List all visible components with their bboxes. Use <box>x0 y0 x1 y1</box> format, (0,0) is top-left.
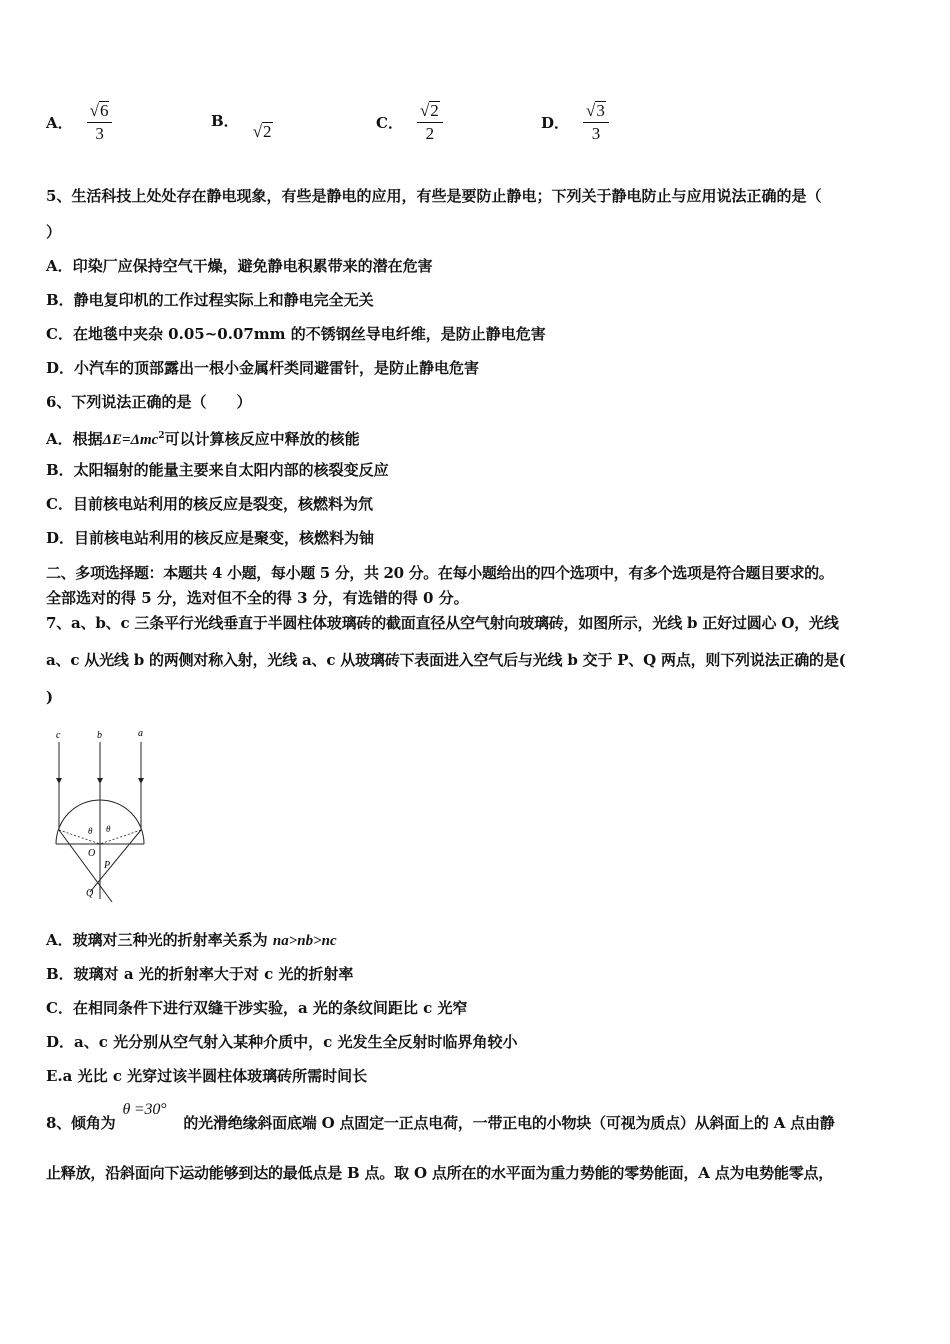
q7-option-e: E.a 光比 c 光穿过该半圆柱体玻璃砖所需时间长 <box>46 1067 368 1085</box>
q7-option-b: B．玻璃对 a 光的折射率大于对 c 光的折射率 <box>46 965 354 983</box>
q4-option-b <box>211 100 273 141</box>
option-label: C． <box>376 114 403 132</box>
refracted-ray-a <box>90 830 141 892</box>
label-q: Q <box>86 888 94 899</box>
incline-angle: θ =30° <box>122 1101 167 1118</box>
radicand: 2 <box>430 101 439 120</box>
q6-option-a <box>46 426 360 450</box>
q7-stem-line3: ) <box>46 688 54 706</box>
option-a-suffix: 可以计算核反应中释放的核能 <box>164 430 360 448</box>
exponent: 2 <box>158 431 165 441</box>
q8-stem-line1 <box>46 1101 835 1134</box>
fraction: √ 6 3 <box>87 100 113 145</box>
sqrt-expression: √ 2 <box>252 122 272 141</box>
radicand: 3 <box>596 101 605 120</box>
q5-stem: 5、生活科技上处处存在静电现象，有些是静电的应用，有些是要防止静电；下列关于静电防止与应用说法正确的是（ <box>46 187 822 205</box>
q6-option-c: C．目前核电站利用的核反应是裂变，核燃料为氘 <box>46 495 373 513</box>
q8-prefix: 8、倾角为 <box>46 1114 116 1132</box>
q8-text: 的光滑绝缘斜面底端 O 点固定一正点电荷，一带正电的小物块（可视为质点）从斜面上的 A 点由静 <box>183 1114 835 1132</box>
q4-option-d <box>541 100 609 145</box>
q4-option-a <box>46 100 112 145</box>
q4-option-c <box>376 100 443 145</box>
q5-option-a: A．印染厂应保持空气干燥，避免静电积累带来的潜在危害 <box>46 257 433 275</box>
section-instructions: 全部选对的得 5 分，选对但不全的得 3 分，有选错的得 0 分。 <box>46 589 469 607</box>
option-label: B． <box>211 112 239 130</box>
denominator: 3 <box>95 124 104 143</box>
q7-option-d: D．a、c 光分别从空气射入某种介质中，c 光发生全反射时临界角较小 <box>46 1033 518 1051</box>
radicand: 2 <box>263 122 272 141</box>
label-p: P <box>104 860 111 871</box>
q7-stem-line1: 7、a、b、c 三条平行光线垂直于半圆柱体玻璃砖的截面直径从空气射向玻璃砖，如图所示，光线 b 正好过圆心 O，光线 <box>46 614 839 632</box>
radicand: 6 <box>99 101 109 120</box>
fraction: √ 2 2 <box>417 100 443 145</box>
q5-option-c: C．在地毯中夹杂 0.05~0.07mm 的不锈钢丝导电纤维，是防止静电危害 <box>46 325 546 343</box>
option-a-text: A．玻璃对三种光的折射率关系为 <box>46 931 273 949</box>
label-theta-left: θ <box>88 826 93 836</box>
q8-stem-line2: 止释放，沿斜面向下运动能够到达的最低点是 B 点。取 O 点所在的水平面为重力势能的零势能面，A 点为电势能零点， <box>46 1164 834 1182</box>
q5-stem-end: ） <box>46 223 62 241</box>
label-a: a <box>138 728 143 739</box>
label-b: b <box>97 730 102 741</box>
label-o: O <box>88 848 96 859</box>
q7-option-a <box>46 930 337 951</box>
q6-option-b: B．太阳辐射的能量主要来自太阳内部的核裂变反应 <box>46 461 389 479</box>
q7-stem-line2: a、c 从光线 b 的两侧对称入射，光线 a、c 从玻璃砖下表面进入空气后与光线 b 交于 P、Q 两点，则下列说法正确的是( <box>46 651 846 669</box>
q6-option-d: D．目前核电站利用的核反应是聚变，核燃料为铀 <box>46 529 375 547</box>
option-label: A． <box>46 114 73 132</box>
denominator: 3 <box>591 124 601 143</box>
semicircle-glass-diagram <box>40 724 170 909</box>
q6-stem: 6、下列说法正确的是（ ） <box>46 393 252 411</box>
fraction: √ 3 3 <box>583 100 609 145</box>
q5-option-b: B．静电复印机的工作过程实际上和静电完全无关 <box>46 291 374 309</box>
q5-option-d: D．小汽车的顶部露出一根小金属杆类同避雷针，是防止静电危害 <box>46 359 480 377</box>
section-header: 二、多项选择题：本题共 4 小题，每小题 5 分，共 20 分。在每小题给出的四个选项中，有多个选项是符合题目要求的。 <box>46 564 834 582</box>
mass-energy-formula: ΔE=Δmc <box>102 432 159 448</box>
q7-option-c: C．在相同条件下进行双缝干涉实验，a 光的条纹间距比 c 光窄 <box>46 999 468 1017</box>
denominator: 2 <box>425 124 435 143</box>
refractive-index-relation: na>nb>nc <box>272 933 337 949</box>
label-c: c <box>56 730 61 741</box>
option-a-prefix: A．根据 <box>46 430 103 448</box>
label-theta-right: θ <box>106 824 111 834</box>
option-label: D． <box>541 114 570 132</box>
